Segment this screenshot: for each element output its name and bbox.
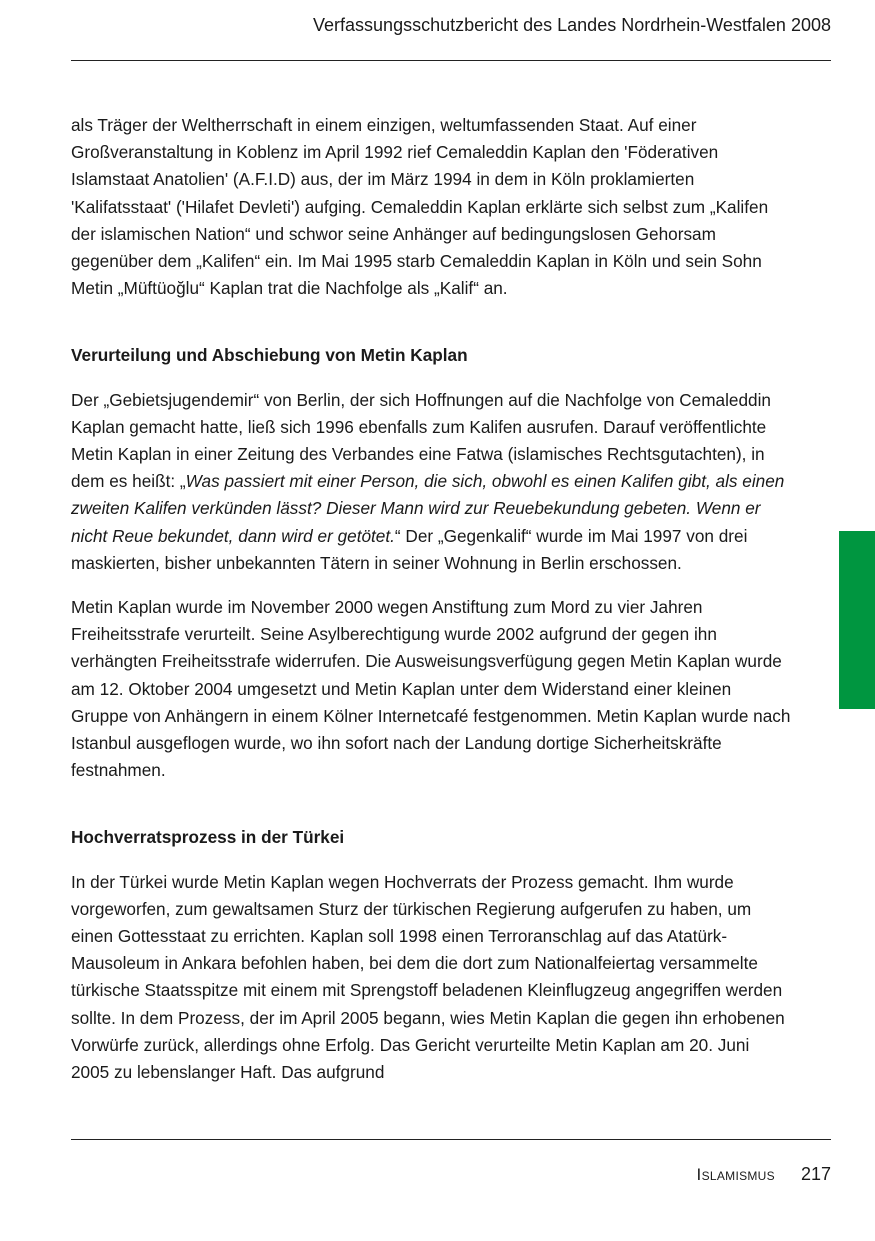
page-number: 217 [800,1164,831,1184]
paragraph-gegenkalif-tail: “ Der „Gegenkalif“ wurde im Mai 1997 von drei maskierten, bisher unbekannten Tätern in seiner Wohnung in Berlin erschossen. [71,525,748,573]
page-footer [697,1164,831,1185]
paragraph-verurteilung: Metin Kaplan wurde im November 2000 wegen Anstiftung zum Mord zu vier Jahren Freiheitsstrafe verurteilt. Seine Asylberechtigung wurde 2002 aufgrund der gegen ihn verhängten Freiheitsstrafe widerrufen. Die Ausweisungsverfügung gegen Metin Kaplan wurde am 12. Oktober 2004 umgesetzt und Metin Kaplan unter dem Widerstand einer kleinen Gruppe von Anhängern in einem Kölner Internetcafé festgenommen. Metin Kaplan wurde nach Istanbul ausgeflogen wurde, wo ihn sofort nach der Landung dortige Sicherheitskräfte festnahmen. [71,597,791,781]
footer-divider [71,1139,831,1140]
chapter-thumb-tab [839,531,875,709]
footer-section-label: Islamismus [696,1165,775,1184]
paragraph-intro: als Träger der Weltherrschaft in einem einzigen, weltumfassenden Staat. Auf einer Großveranstaltung in Koblenz im April 1992 rief Cemaleddin Kaplan den 'Föderativen Islamstaat Anatolien' (A.F.I.D) aus, der im März 1994 in dem in Köln proklamierten 'Kalifatsstaat' ('Hilafet Devleti') aufging. Cemaleddin Kaplan erklärte sich selbst zum „Kalifen der islamischen Nation“ und schwor seine Anhänger auf bedingungslosen Gehorsam gegenüber dem „Kalifen“ ein. Im Mai 1995 starb Cemaleddin Kaplan in Köln und sein Sohn Metin „Müftüoğlu“ Kaplan trat die Nachfolge als „Kalif“ an. [71,115,769,299]
paragraph-gegenkalif-lead: Der „Gebietsjugendemir“ von Berlin, der sich Hoffnungen auf die Nachfolge von Cemaleddin Kaplan gemacht hatte, ließ sich 1996 ebenfalls zum Kalifen ausrufen. Darauf veröffentlichte Metin Kaplan in einer Zeitung des Verbandes eine Fatwa (islamisches Rechtsgutachten), in dem es heißt: „ [71,389,771,492]
running-header-title: Verfassungsschutzbericht des Landes Nordrhein-Westfalen 2008 [313,15,831,35]
paragraph-hochverrat: In der Türkei wurde Metin Kaplan wegen Hochverrats der Prozess gemacht. Ihm wurde vorgeworfen, zum gewaltsamen Sturz der türkischen Regierung aufgerufen zu haben, um einen Gottesstaat zu errichten. Kaplan soll 1998 einen Terroranschlag auf das Atatürk-Mausoleum in Ankara befohlen haben, bei dem die dort zum Nationalfeiertag versammelte türkische Staatsspitze mit einem mit Sprengstoff beladenen Kleinflugzeug angegriffen werden sollte. In dem Prozess, der im April 2005 begann, wies Metin Kaplan die gegen ihn erhobenen Vorwürfe zurück, allerdings ohne Erfolg. Das Gericht verurteilte Metin Kaplan am 20. Juni 2005 zu lebenslanger Haft. Das aufgrund [71,871,785,1083]
paragraph-gegenkalif [71,387,791,577]
section-heading-hochverrat: Hochverratsprozess in der Türkei [71,827,345,848]
fatwa-quote: Was passiert mit einer Person, die sich, obwohl es einen Kalifen gibt, als einen zweiten Kalifen verkünden lässt? Dieser Mann wird zur Reuebekundung gebeten. Wenn er nicht Reue bekundet, dann wird er getötet. [71,471,785,546]
header-divider [71,60,831,61]
section-heading-verurteilung: Verurteilung und Abschiebung von Metin Kaplan [71,345,468,366]
page-body [71,112,791,1086]
